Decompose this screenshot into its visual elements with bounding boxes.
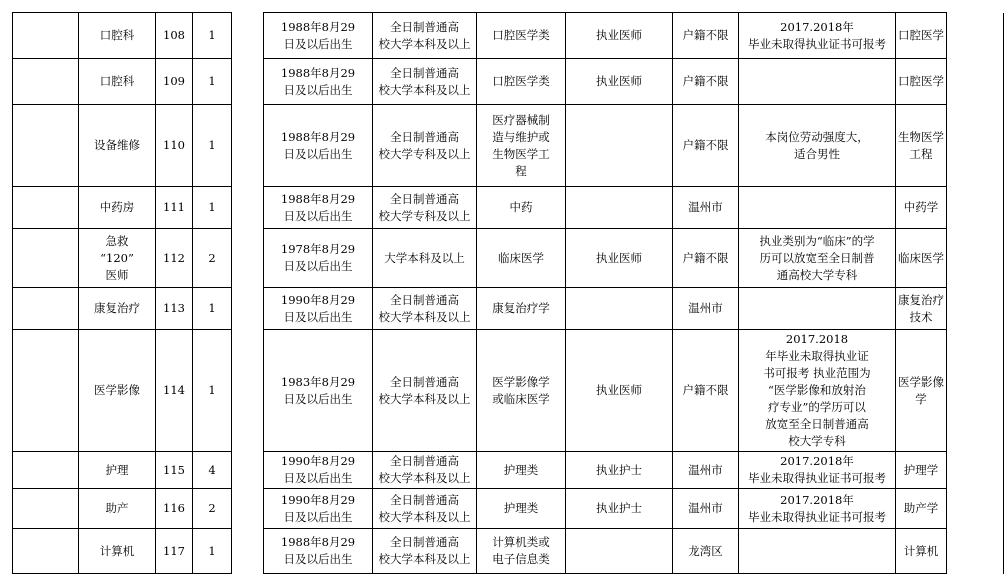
right-margin-cell <box>947 330 1004 452</box>
hire-count-cell: 1 <box>193 288 232 330</box>
notes-cell <box>739 288 896 330</box>
position-code-cell: 111 <box>156 187 193 229</box>
subject-cell: 中药学 <box>896 187 947 229</box>
education-cell: 全日制普通高 校大学专科及以上 <box>373 105 477 187</box>
blank-cell <box>232 229 264 288</box>
right-margin-cell <box>947 229 1004 288</box>
left-margin-cell <box>13 330 79 452</box>
left-margin-cell <box>13 187 79 229</box>
right-margin-cell <box>947 529 1004 574</box>
notes-cell: 2017.2018年 毕业未取得执业证书可报考 <box>739 13 896 59</box>
blank-cell <box>232 59 264 105</box>
blank-cell <box>232 105 264 187</box>
education-cell: 全日制普通高 校大学本科及以上 <box>373 330 477 452</box>
department-cell: 康复治疗 <box>79 288 156 330</box>
blank-cell <box>232 288 264 330</box>
qualification-cell: 执业医师 <box>566 229 673 288</box>
notes-cell <box>739 529 896 574</box>
major-cell: 康复治疗学 <box>477 288 566 330</box>
education-cell: 全日制普通高 校大学专科及以上 <box>373 187 477 229</box>
subject-cell: 计算机 <box>896 529 947 574</box>
department-cell: 医学影像 <box>79 330 156 452</box>
right-margin-cell <box>947 452 1004 489</box>
qualification-cell <box>566 187 673 229</box>
right-margin-cell <box>947 13 1004 59</box>
department-cell: 急救 “120” 医师 <box>79 229 156 288</box>
hire-count-cell: 1 <box>193 330 232 452</box>
table-row <box>13 105 1004 187</box>
position-code-cell: 108 <box>156 13 193 59</box>
hukou-cell: 温州市 <box>673 452 739 489</box>
subject-cell: 生物医学 工程 <box>896 105 947 187</box>
right-margin-cell <box>947 105 1004 187</box>
education-cell: 全日制普通高 校大学本科及以上 <box>373 288 477 330</box>
qualification-cell: 执业医师 <box>566 330 673 452</box>
hukou-cell: 户籍不限 <box>673 59 739 105</box>
hukou-cell: 户籍不限 <box>673 105 739 187</box>
education-cell: 全日制普通高 校大学本科及以上 <box>373 452 477 489</box>
hukou-cell: 温州市 <box>673 288 739 330</box>
education-cell: 全日制普通高 校大学本科及以上 <box>373 489 477 529</box>
hire-count-cell: 1 <box>193 105 232 187</box>
major-cell: 计算机类或 电子信息类 <box>477 529 566 574</box>
major-cell: 护理类 <box>477 452 566 489</box>
table-row <box>13 187 1004 229</box>
table-row <box>13 59 1004 105</box>
hukou-cell: 龙湾区 <box>673 529 739 574</box>
subject-cell: 医学影像 学 <box>896 330 947 452</box>
left-margin-cell <box>13 489 79 529</box>
department-cell: 中药房 <box>79 187 156 229</box>
major-cell: 中药 <box>477 187 566 229</box>
birth-requirement-cell: 1988年8月29 日及以后出生 <box>264 529 373 574</box>
department-cell: 设备维修 <box>79 105 156 187</box>
subject-cell: 助产学 <box>896 489 947 529</box>
recruitment-table <box>12 12 1004 574</box>
hukou-cell: 户籍不限 <box>673 13 739 59</box>
major-cell: 医疗器械制 造与维护或 生物医学工 程 <box>477 105 566 187</box>
table-row <box>13 288 1004 330</box>
blank-cell <box>232 330 264 452</box>
department-cell: 计算机 <box>79 529 156 574</box>
notes-cell: 2017.2018年 毕业未取得执业证书可报考 <box>739 452 896 489</box>
birth-requirement-cell: 1988年8月29 日及以后出生 <box>264 59 373 105</box>
blank-cell <box>232 529 264 574</box>
hukou-cell: 户籍不限 <box>673 229 739 288</box>
position-code-cell: 114 <box>156 330 193 452</box>
major-cell: 临床医学 <box>477 229 566 288</box>
position-code-cell: 116 <box>156 489 193 529</box>
qualification-cell: 执业护士 <box>566 489 673 529</box>
department-cell: 口腔科 <box>79 59 156 105</box>
birth-requirement-cell: 1978年8月29 日及以后出生 <box>264 229 373 288</box>
department-cell: 口腔科 <box>79 13 156 59</box>
qualification-cell <box>566 105 673 187</box>
hukou-cell: 温州市 <box>673 187 739 229</box>
notes-cell: 本岗位劳动强度大， 适合男性 <box>739 105 896 187</box>
birth-requirement-cell: 1990年8月29 日及以后出生 <box>264 452 373 489</box>
major-cell: 医学影像学 或临床医学 <box>477 330 566 452</box>
department-cell: 护理 <box>79 452 156 489</box>
left-margin-cell <box>13 452 79 489</box>
hire-count-cell: 1 <box>193 187 232 229</box>
education-cell: 大学本科及以上 <box>373 229 477 288</box>
hire-count-cell: 1 <box>193 59 232 105</box>
position-code-cell: 112 <box>156 229 193 288</box>
position-code-cell: 110 <box>156 105 193 187</box>
right-margin-cell <box>947 187 1004 229</box>
left-margin-cell <box>13 105 79 187</box>
left-margin-cell <box>13 288 79 330</box>
birth-requirement-cell: 1988年8月29 日及以后出生 <box>264 187 373 229</box>
education-cell: 全日制普通高 校大学本科及以上 <box>373 13 477 59</box>
position-code-cell: 109 <box>156 59 193 105</box>
hire-count-cell: 2 <box>193 229 232 288</box>
notes-cell: 2017.2018 年毕业未取得执业证 书可报考 执业范围为 “医学影像和放射治 疗专业”的学历可以 放宽至全日制普通高 校大学专科 <box>739 330 896 452</box>
table-row <box>13 489 1004 529</box>
subject-cell: 康复治疗 技术 <box>896 288 947 330</box>
notes-cell <box>739 59 896 105</box>
table-row <box>13 529 1004 574</box>
right-margin-cell <box>947 59 1004 105</box>
left-margin-cell <box>13 229 79 288</box>
blank-cell <box>232 13 264 59</box>
blank-cell <box>232 452 264 489</box>
birth-requirement-cell: 1983年8月29 日及以后出生 <box>264 330 373 452</box>
notes-cell: 执业类别为“临床”的学 历可以放宽至全日制普 通高校大学专科 <box>739 229 896 288</box>
qualification-cell <box>566 529 673 574</box>
hukou-cell: 温州市 <box>673 489 739 529</box>
right-margin-cell <box>947 489 1004 529</box>
position-code-cell: 113 <box>156 288 193 330</box>
qualification-cell: 执业医师 <box>566 13 673 59</box>
major-cell: 口腔医学类 <box>477 13 566 59</box>
birth-requirement-cell: 1990年8月29 日及以后出生 <box>264 489 373 529</box>
table-row <box>13 330 1004 452</box>
notes-cell <box>739 187 896 229</box>
left-margin-cell <box>13 13 79 59</box>
table-row <box>13 452 1004 489</box>
blank-cell <box>232 187 264 229</box>
qualification-cell <box>566 288 673 330</box>
education-cell: 全日制普通高 校大学本科及以上 <box>373 529 477 574</box>
hukou-cell: 户籍不限 <box>673 330 739 452</box>
subject-cell: 临床医学 <box>896 229 947 288</box>
table-row <box>13 229 1004 288</box>
major-cell: 口腔医学类 <box>477 59 566 105</box>
notes-cell: 2017.2018年 毕业未取得执业证书可报考 <box>739 489 896 529</box>
qualification-cell: 执业医师 <box>566 59 673 105</box>
subject-cell: 口腔医学 <box>896 13 947 59</box>
birth-requirement-cell: 1988年8月29 日及以后出生 <box>264 105 373 187</box>
table-row <box>13 13 1004 59</box>
position-code-cell: 115 <box>156 452 193 489</box>
hire-count-cell: 1 <box>193 13 232 59</box>
department-cell: 助产 <box>79 489 156 529</box>
qualification-cell: 执业护士 <box>566 452 673 489</box>
hire-count-cell: 1 <box>193 529 232 574</box>
left-margin-cell <box>13 59 79 105</box>
major-cell: 护理类 <box>477 489 566 529</box>
hire-count-cell: 2 <box>193 489 232 529</box>
subject-cell: 口腔医学 <box>896 59 947 105</box>
right-margin-cell <box>947 288 1004 330</box>
left-margin-cell <box>13 529 79 574</box>
subject-cell: 护理学 <box>896 452 947 489</box>
hire-count-cell: 4 <box>193 452 232 489</box>
blank-cell <box>232 489 264 529</box>
position-code-cell: 117 <box>156 529 193 574</box>
birth-requirement-cell: 1990年8月29 日及以后出生 <box>264 288 373 330</box>
education-cell: 全日制普通高 校大学本科及以上 <box>373 59 477 105</box>
birth-requirement-cell: 1988年8月29 日及以后出生 <box>264 13 373 59</box>
